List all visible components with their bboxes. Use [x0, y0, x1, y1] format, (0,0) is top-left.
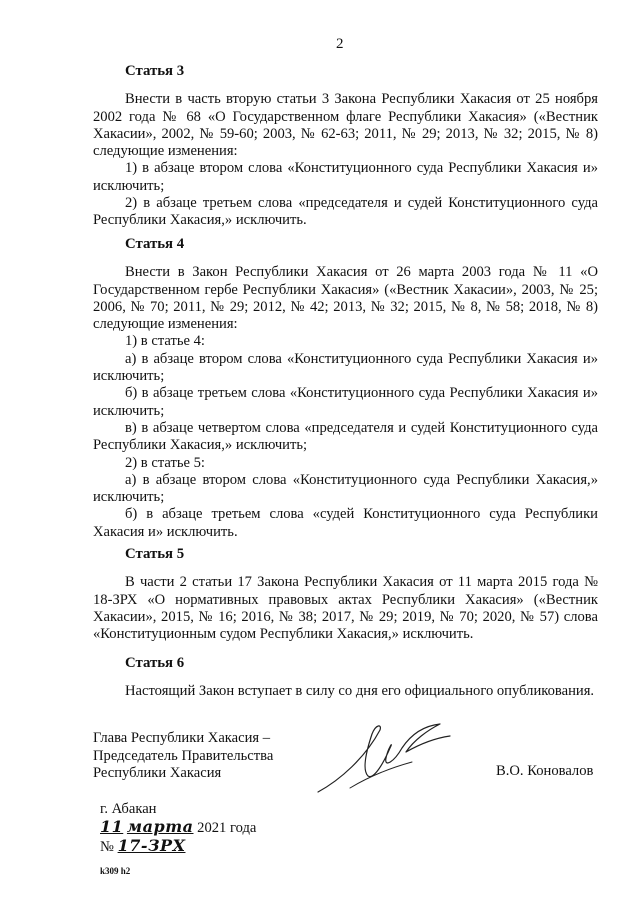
article-paragraph: Настоящий Закон вступает в силу со дня его официального опубликования. [125, 683, 595, 700]
date-line [100, 818, 256, 837]
article-4 [93, 236, 598, 541]
signatory-title-line: Республики Хакасия [93, 765, 222, 781]
article-heading: Статья 3 [125, 63, 185, 79]
signatory-title [93, 730, 273, 783]
article-paragraph: 2) в абзаце третьем слова «председателя и судей Конституционного суда Республики Хакасия,» исключить. [93, 195, 598, 229]
article-6 [93, 655, 598, 701]
signatory-title-line: Глава Республики Хакасия – [93, 730, 271, 746]
article-paragraph: б) в абзаце третьем слова «судей Конституционного суда Республики Хакасия и» исключить. [93, 506, 598, 540]
article-heading: Статья 6 [125, 655, 185, 671]
signatory-name: В.О. Коновалов [496, 763, 594, 779]
article-3 [93, 63, 598, 230]
handwritten-day: 11 [100, 817, 124, 836]
page-number: 2 [336, 36, 344, 52]
article-paragraph: В части 2 статьи 17 Закона Республики Хакасия от 11 марта 2015 года № 18-ЗРХ «О нормативных правовых актах Республики Хакасия» («Вестник Хакасии», 2015, № 16; 2016, № 38; 2017, № 29; 2019, № 70; 2020, № 57) слова «Конституционным судом Республики Хакасия,» исключить. [93, 574, 598, 643]
article-heading: Статья 5 [125, 546, 185, 562]
city: г. Абакан [100, 801, 157, 817]
number-line [100, 837, 256, 856]
footer-code: k309 h2 [100, 866, 131, 876]
handwritten-month: марта [126, 817, 194, 836]
place-date-number [100, 800, 256, 856]
article-paragraph: 1) в статье 4: [125, 333, 205, 350]
article-paragraph: Внести в Закон Республики Хакасия от 26 марта 2003 года № 11 «О Государственном гербе Республики Хакасия» («Вестник Хакасии», 2003, № 25; 2006, № 70; 2011, № 29; 2012, № 42; 2013, № 32; 2015, № 8, № 58; 2018, № 8) следующие изменения: [93, 264, 598, 333]
article-paragraph: Внести в часть вторую статьи 3 Закона Республики Хакасия от 25 ноября 2002 года № 68 «О Государственном флаге Республики Хакасия» («Вестник Хакасии», 2002, № 59-60; 2003, № 62-63; 2011, № 29; 2013, № 32; 2015, № 8) следующие изменения: [93, 91, 598, 160]
article-paragraph: б) в абзаце третьем слова «Конституционного суда Республики Хакасия и» исключить; [93, 385, 598, 419]
article-paragraph: в) в абзаце четвертом слова «председателя и судей Конституционного суда Республики Хакасия,» исключить; [93, 419, 598, 454]
handwritten-law-number: 17-ЗРХ [117, 836, 186, 855]
article-5 [93, 546, 598, 643]
number-prefix: № [100, 839, 114, 855]
article-paragraph: а) в абзаце втором слова «Конституционного суда Республики Хакасия,» исключить; [93, 471, 598, 506]
article-paragraph: 1) в абзаце втором слова «Конституционного суда Республики Хакасия и» исключить; [93, 160, 598, 194]
handwritten-signature [310, 718, 470, 798]
article-heading: Статья 4 [125, 236, 185, 252]
article-paragraph: а) в абзаце втором слова «Конституционного суда Республики Хакасия и» исключить; [93, 350, 598, 385]
signatory-title-line: Председатель Правительства [93, 747, 274, 764]
year: 2021 года [197, 820, 257, 836]
article-paragraph: 2) в статье 5: [125, 454, 205, 471]
